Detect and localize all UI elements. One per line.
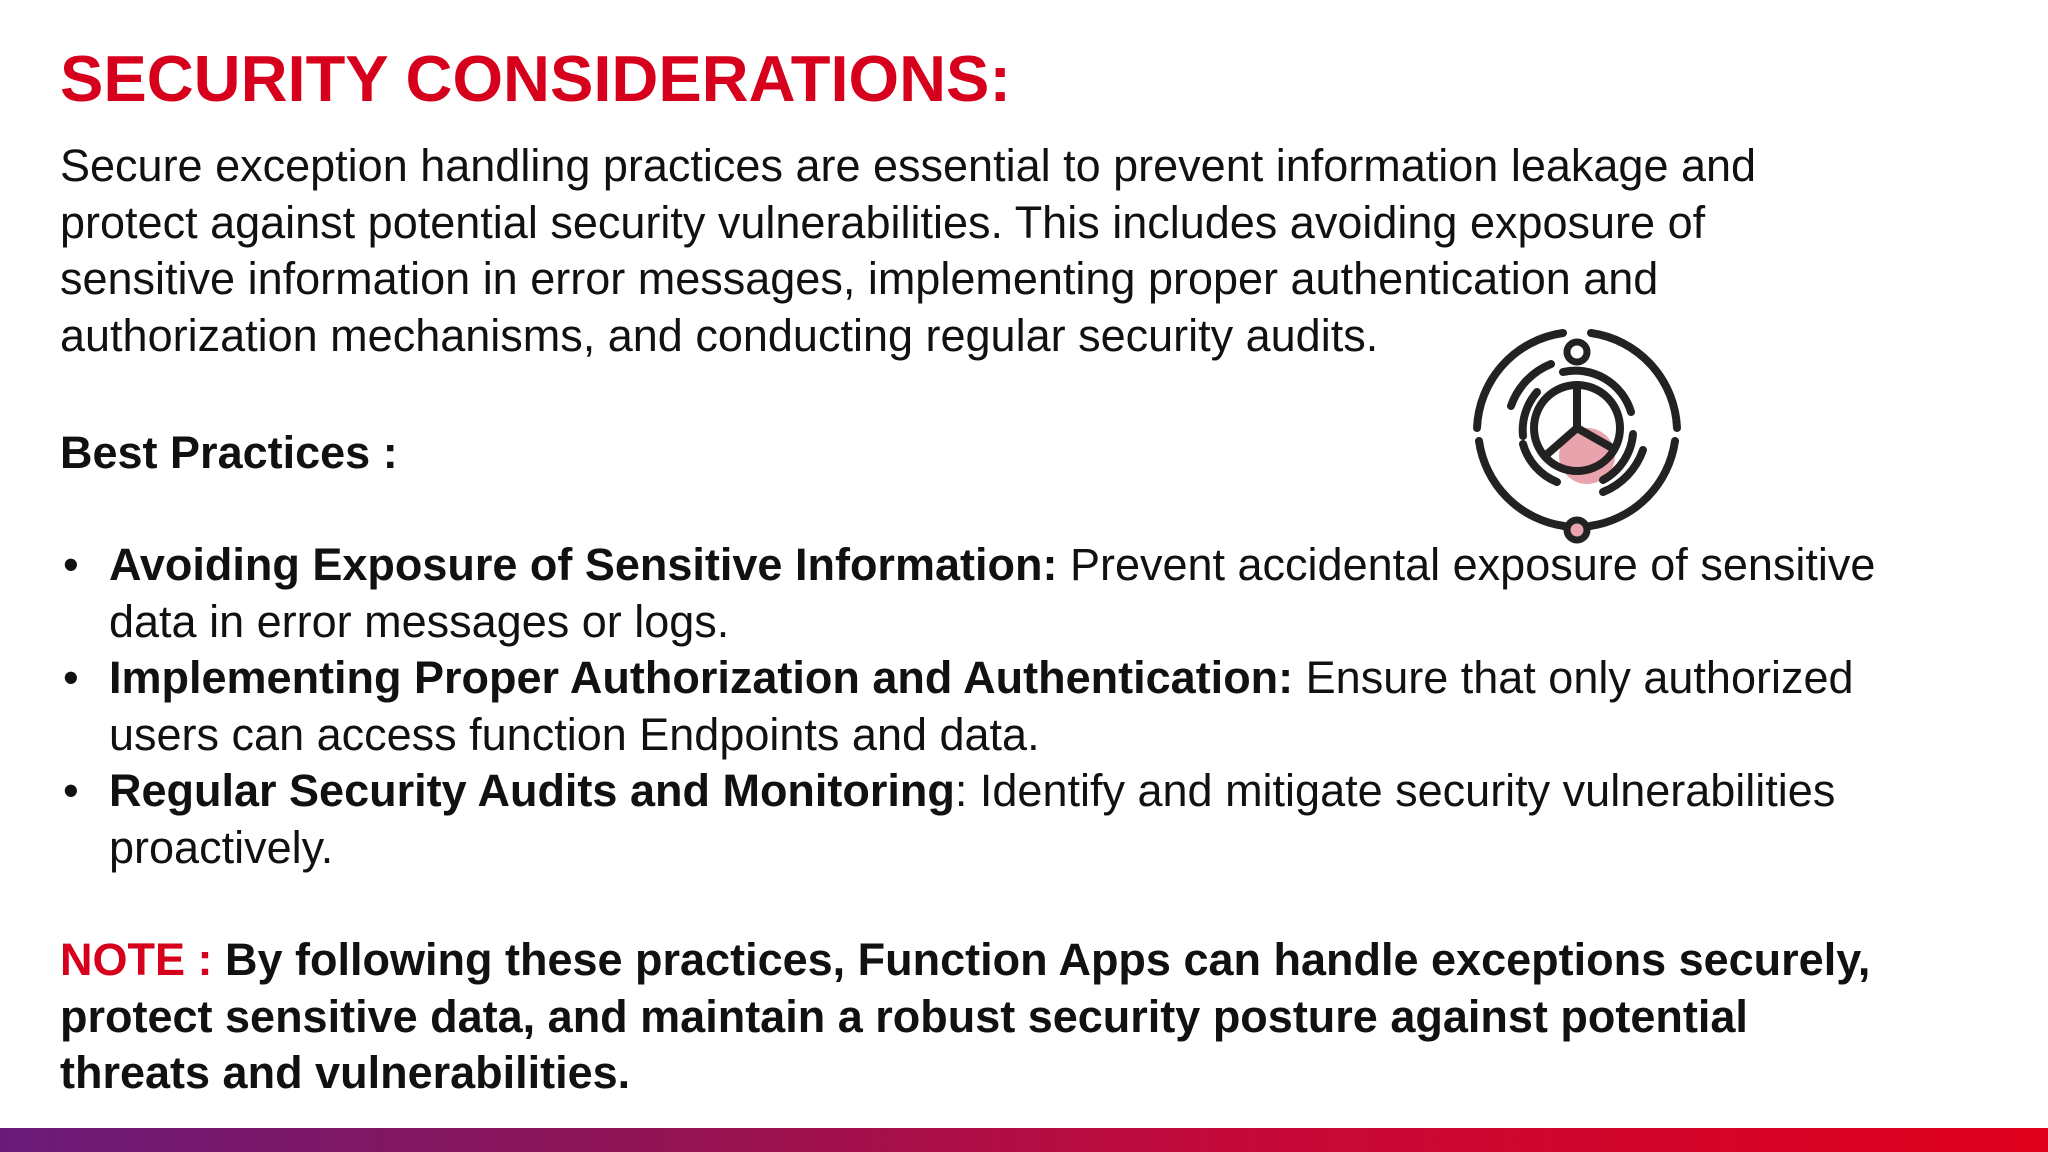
note-text: By following these practices, Function Apps can handle exceptions securely,	[212, 934, 1871, 985]
list-item	[60, 537, 2020, 650]
note-paragraph	[60, 932, 2020, 1102]
intro-line: authorization mechanisms, and conducting regular security audits.	[60, 309, 1379, 361]
list-item	[60, 763, 2020, 876]
bullet-heading: Avoiding Exposure of Sensitive Information:	[109, 539, 1058, 590]
bullet-icon: •	[63, 652, 79, 703]
note-line	[60, 932, 2020, 989]
note-label: NOTE :	[60, 934, 213, 985]
bullet-text: : Identify and mitigate security vulnerabilities	[954, 765, 1836, 816]
bullet-text: data in error messages or logs.	[109, 595, 730, 647]
bullet-icon: •	[63, 539, 79, 590]
slide-title: SECURITY CONSIDERATIONS:	[60, 42, 1012, 115]
best-practices-list	[60, 537, 2020, 876]
bullet-text: Prevent accidental exposure of sensitive	[1057, 539, 1876, 590]
bullet-heading: Regular Security Audits and Monitoring	[109, 765, 955, 816]
best-practices-heading: Best Practices :	[60, 427, 398, 478]
intro-line: Secure exception handling practices are essential to prevent information leakage and	[60, 140, 1757, 191]
note-text: threats and vulnerabilities.	[60, 1047, 631, 1098]
intro-line: protect against potential security vulnerabilities. This includes avoiding exposure of	[60, 196, 1706, 248]
bullet-icon: •	[63, 765, 79, 816]
list-item	[60, 650, 2020, 763]
bullet-heading: Implementing Proper Authorization and Authentication:	[109, 652, 1294, 703]
bullet-line	[109, 763, 2020, 820]
bullet-line	[109, 650, 2020, 707]
bottom-gradient-bar	[0, 1128, 2048, 1152]
note-text: protect sensitive data, and maintain a robust security posture against potential	[60, 990, 1748, 1042]
intro-line: sensitive information in error messages, implementing proper authentication and	[60, 253, 1659, 304]
bullet-text: users can access function Endpoints and data.	[109, 708, 1040, 760]
bullet-text: proactively.	[109, 821, 334, 873]
radar-pie-chart-icon	[1463, 316, 1691, 544]
bullet-line	[109, 537, 2020, 594]
bullet-text: Ensure that only authorized	[1293, 652, 1854, 703]
